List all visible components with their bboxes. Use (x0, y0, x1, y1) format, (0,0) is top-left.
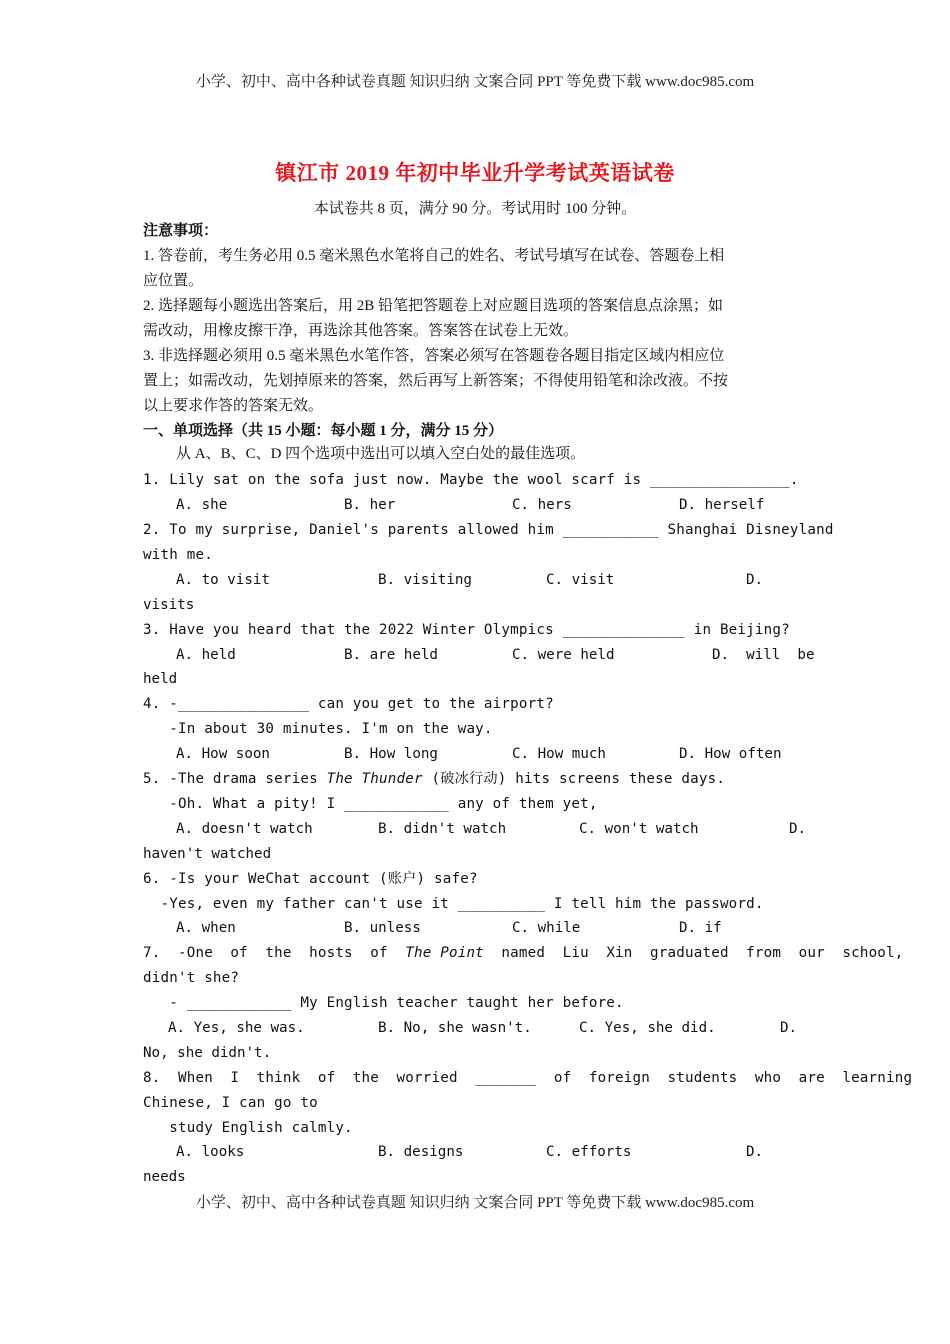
question-2-stem: 2. To my surprise, Daniel's parents allowed him ___________ Shanghai Disneyland (143, 522, 834, 538)
question-5-option-d: D. (789, 821, 807, 837)
question-3-stem: 3. Have you heard that the 2022 Winter Olympics ______________ in Beijing? (143, 622, 790, 638)
question-5-stem-prefix: 5. -The drama series (143, 771, 327, 787)
question-2-option-d-wrap: visits (143, 597, 195, 613)
question-4-option-d: D. How often (679, 746, 782, 762)
question-6-option-c: C. while (512, 920, 581, 936)
question-6-stem-cont: -Yes, even my father can't use it __________ I tell him the password. (143, 896, 764, 912)
question-4-option-a: A. How soon (176, 746, 270, 762)
question-7-stem-suffix: named Liu Xin graduated from our school, (483, 945, 904, 961)
question-7-stem (143, 943, 904, 963)
question-2-option-b: B. visiting (378, 572, 472, 588)
exam-subtitle: 本试卷共 8 页，满分 90 分。考试用时 100 分钟。 (313, 201, 637, 217)
question-5-option-a: A. doesn't watch (176, 821, 313, 837)
notes-line: 应位置。 (143, 273, 204, 289)
question-7-option-a: A. Yes, she was. (168, 1020, 305, 1036)
section-heading: 一、单项选择（共 15 小题：每小题 1 分，满分 15 分） (143, 423, 504, 439)
question-8-option-d-wrap: needs (143, 1169, 186, 1185)
question-7-option-d-wrap: No, she didn't. (143, 1045, 272, 1061)
question-3-option-a: A. held (176, 647, 236, 663)
question-2-option-d: D. (746, 572, 764, 588)
question-1-option-d: D. herself (679, 497, 765, 513)
question-1-stem: 1. Lily sat on the sofa just now. Maybe the wool scarf is ________________. (143, 472, 799, 488)
question-4-stem: 4. -_______________ can you get to the airport? (143, 696, 554, 712)
question-1-option-c: C. hers (512, 497, 572, 513)
notes-line: 以上要求作答的答案无效。 (143, 398, 324, 414)
notes-heading: 注意事项： (143, 223, 219, 239)
question-3-option-d-wrap: held (143, 671, 178, 687)
question-1-option-b: B. her (344, 497, 396, 513)
question-8-stem-cont: Chinese, I can go to (143, 1095, 318, 1111)
question-5-stem-cont: -Oh. What a pity! I ____________ any of them yet, (143, 796, 598, 812)
question-6-option-a: A. when (176, 920, 236, 936)
question-8-option-a: A. looks (176, 1144, 245, 1160)
question-7-stem-cont: - ____________ My English teacher taught her before. (143, 995, 624, 1011)
notes-line: 2. 选择题每小题选出答案后，用 2B 铅笔把答题卷上对应题目选项的答案信息点涂黑；如 (143, 298, 724, 314)
question-6-stem: 6. -Is your WeChat account (账户) safe? (143, 871, 478, 887)
question-8-stem-cont: study English calmly. (143, 1120, 353, 1136)
question-7-option-b: B. No, she wasn't. (378, 1020, 532, 1036)
question-5-option-b: B. didn't watch (378, 821, 507, 837)
question-8-option-b: B. designs (378, 1144, 464, 1160)
question-2-option-a: A. to visit (176, 572, 270, 588)
question-7-stem-prefix: 7. -One of the hosts of (143, 945, 406, 961)
question-4-option-b: B. How long (344, 746, 438, 762)
question-6-option-d: D. if (679, 920, 722, 936)
question-5-option-c: C. won't watch (579, 821, 699, 837)
question-3-option-b: B. are held (344, 647, 438, 663)
question-8-option-d: D. (746, 1144, 764, 1160)
question-7-option-c: C. Yes, she did. (579, 1020, 716, 1036)
notes-line: 置上；如需改动，先划掉原来的答案，然后再写上新答案；不得使用铅笔和涂改液。不按 (143, 373, 729, 389)
question-2-option-c: C. visit (546, 572, 615, 588)
question-3-option-d: D. will be (712, 647, 815, 663)
section-instruction: 从 A、B、C、D 四个选项中选出可以填入空白处的最佳选项。 (176, 446, 586, 462)
question-5-title-italic: The Thunder (326, 771, 423, 787)
question-6-option-b: B. unless (344, 920, 421, 936)
question-5-option-d-wrap: haven't watched (143, 846, 272, 862)
question-3-option-c: C. were held (512, 647, 615, 663)
question-5-stem-suffix: (破冰行动) hits screens these days. (422, 771, 726, 787)
question-4-option-c: C. How much (512, 746, 606, 762)
notes-line: 1. 答卷前，考生务必用 0.5 毫米黑色水笔将自己的姓名、考试号填写在试卷、答题卷上相 (143, 248, 725, 264)
question-7-stem-cont: didn't she? (143, 970, 240, 986)
footer-banner: 小学、初中、高中各种试卷真题 知识归纳 文案合同 PPT 等免费下载 www.doc985.com (195, 1195, 755, 1211)
question-4-stem-cont: -In about 30 minutes. I'm on the way. (143, 721, 493, 737)
notes-line: 需改动，用橡皮擦干净，再选涂其他答案。答案答在试卷上无效。 (143, 323, 579, 339)
question-8-stem: 8. When I think of the worried _______ of foreign students who are learning (143, 1070, 913, 1086)
question-1-option-a: A. she (176, 497, 228, 513)
question-7-option-d: D. (780, 1020, 798, 1036)
question-8-option-c: C. efforts (546, 1144, 632, 1160)
page-title: 镇江市 2019 年初中毕业升学考试英语试卷 (275, 161, 675, 185)
question-5-stem (143, 769, 725, 789)
question-2-stem-cont: with me. (143, 547, 213, 563)
question-7-title-italic: The Point (405, 945, 484, 961)
notes-line: 3. 非选择题必须用 0.5 毫米黑色水笔作答，答案必须写在答题卷各题目指定区域内相应位 (143, 348, 725, 364)
header-banner: 小学、初中、高中各种试卷真题 知识归纳 文案合同 PPT 等免费下载 www.doc985.com (195, 74, 755, 90)
